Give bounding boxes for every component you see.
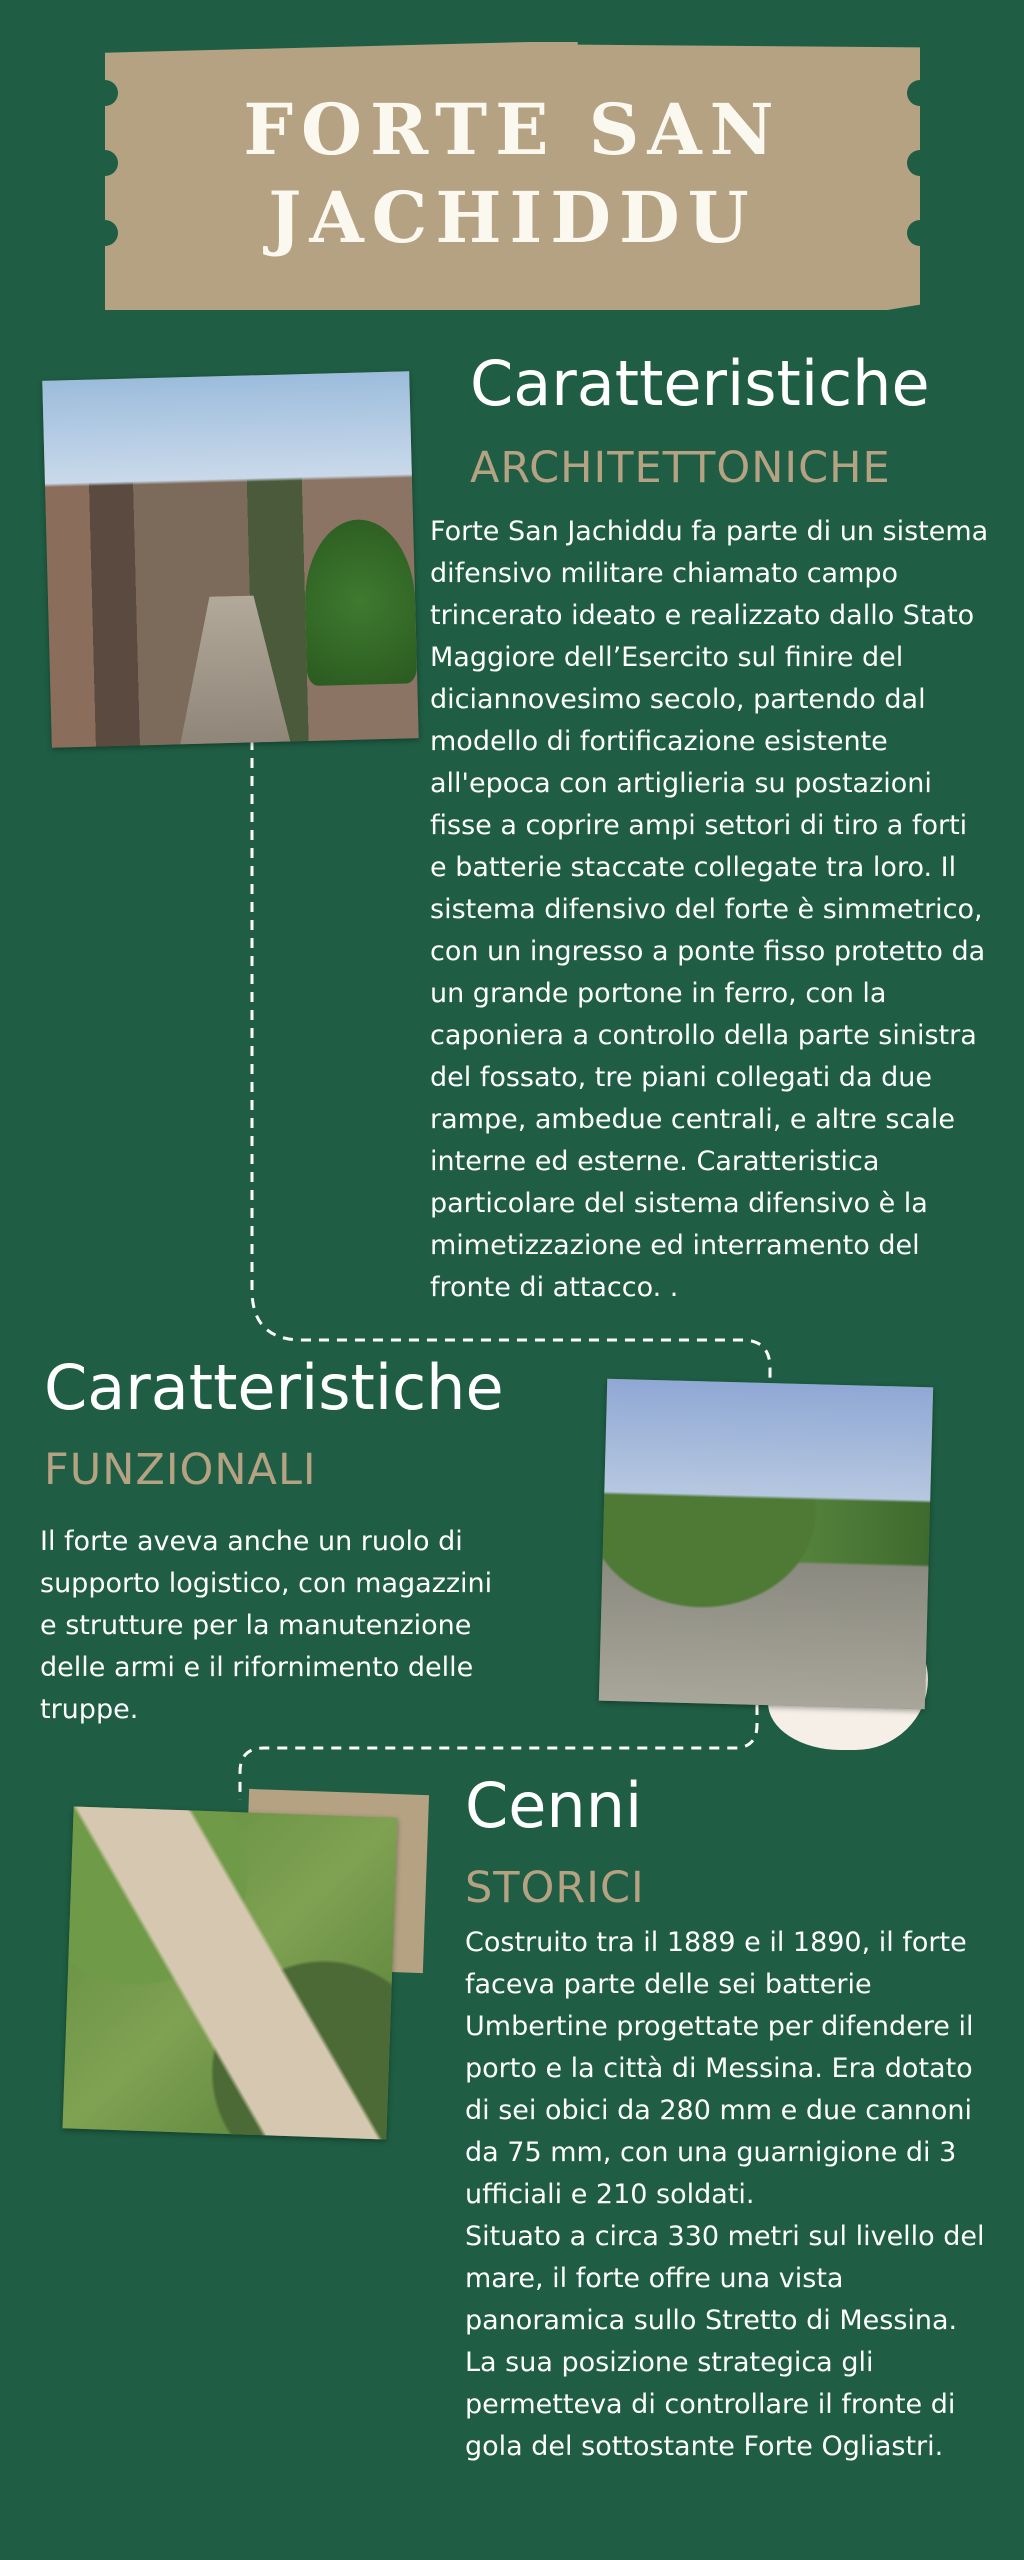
page-title-line2: JACHIDDU	[268, 176, 757, 259]
section-body-architettoniche: Forte San Jachiddu fa parte di un sistema difensivo militare chiamato campo trincerato ideato e realizzato dallo Stato Maggiore dell’Esercito sul finire del diciannovesimo secolo, partendo dal modello di fortificazione esistente all'epoca con artiglieria su postazioni fisse a coprire ampi settori di tiro a forti e batterie staccate collegate tra loro. Il sistema difensivo del forte è simmetrico, con un ingresso a ponte fisso protetto da un grande portone in ferro, con la caponiera a controllo della parte sinistra del fossato, tre piani collegati da due rampe, ambedue centrali, e altre scale interne ed esterne. Caratteristica particolare del sistema difensivo è la mimetizzazione ed interramento del fronte di attacco. .	[430, 516, 989, 1303]
section-heading-storici: Cenni	[465, 1769, 643, 1842]
section-heading-architettoniche: Caratteristiche	[470, 347, 930, 420]
section-body-funzionali: Il forte aveva anche un ruolo di supporto logistico, con magazzini e strutture per la manutenzione delle armi e il rifornimento delle truppe.	[40, 1526, 493, 1725]
section-subheading-storici: STORICI	[465, 1863, 645, 1913]
section-body-storici-p2: Situato a circa 330 metri sul livello del mare, il forte offre una vista panoramica sullo Stretto di Messina. La sua posizione strategica gli permetteva di controllare il fronte di gola del sottostante Forte Ogliastri.	[465, 2221, 985, 2462]
section-body-storici-p1: Costruito tra il 1889 e il 1890, il forte faceva parte delle sei batterie Umbertine progettate per difendere il porto e la città di Messina. Era dotato di sei obici da 280 mm e due cannoni da 75 mm, con una guarnigione di 3 ufficiali e 210 soldati.	[465, 1927, 974, 2210]
bush	[303, 518, 417, 686]
entrance-path	[176, 595, 290, 745]
garden-path-photo	[599, 1379, 933, 1709]
fort-entrance-photo	[42, 371, 418, 747]
page-title-line1: FORTE SAN	[243, 88, 782, 171]
section-subheading-architettoniche: ARCHITETTONICHE	[470, 443, 891, 493]
section-heading-funzionali: Caratteristiche	[44, 1351, 504, 1424]
aerial-view-photo	[62, 1806, 397, 2139]
section-subheading-funzionali: FUNZIONALI	[44, 1445, 317, 1495]
section-body-storici	[465, 1922, 985, 2468]
